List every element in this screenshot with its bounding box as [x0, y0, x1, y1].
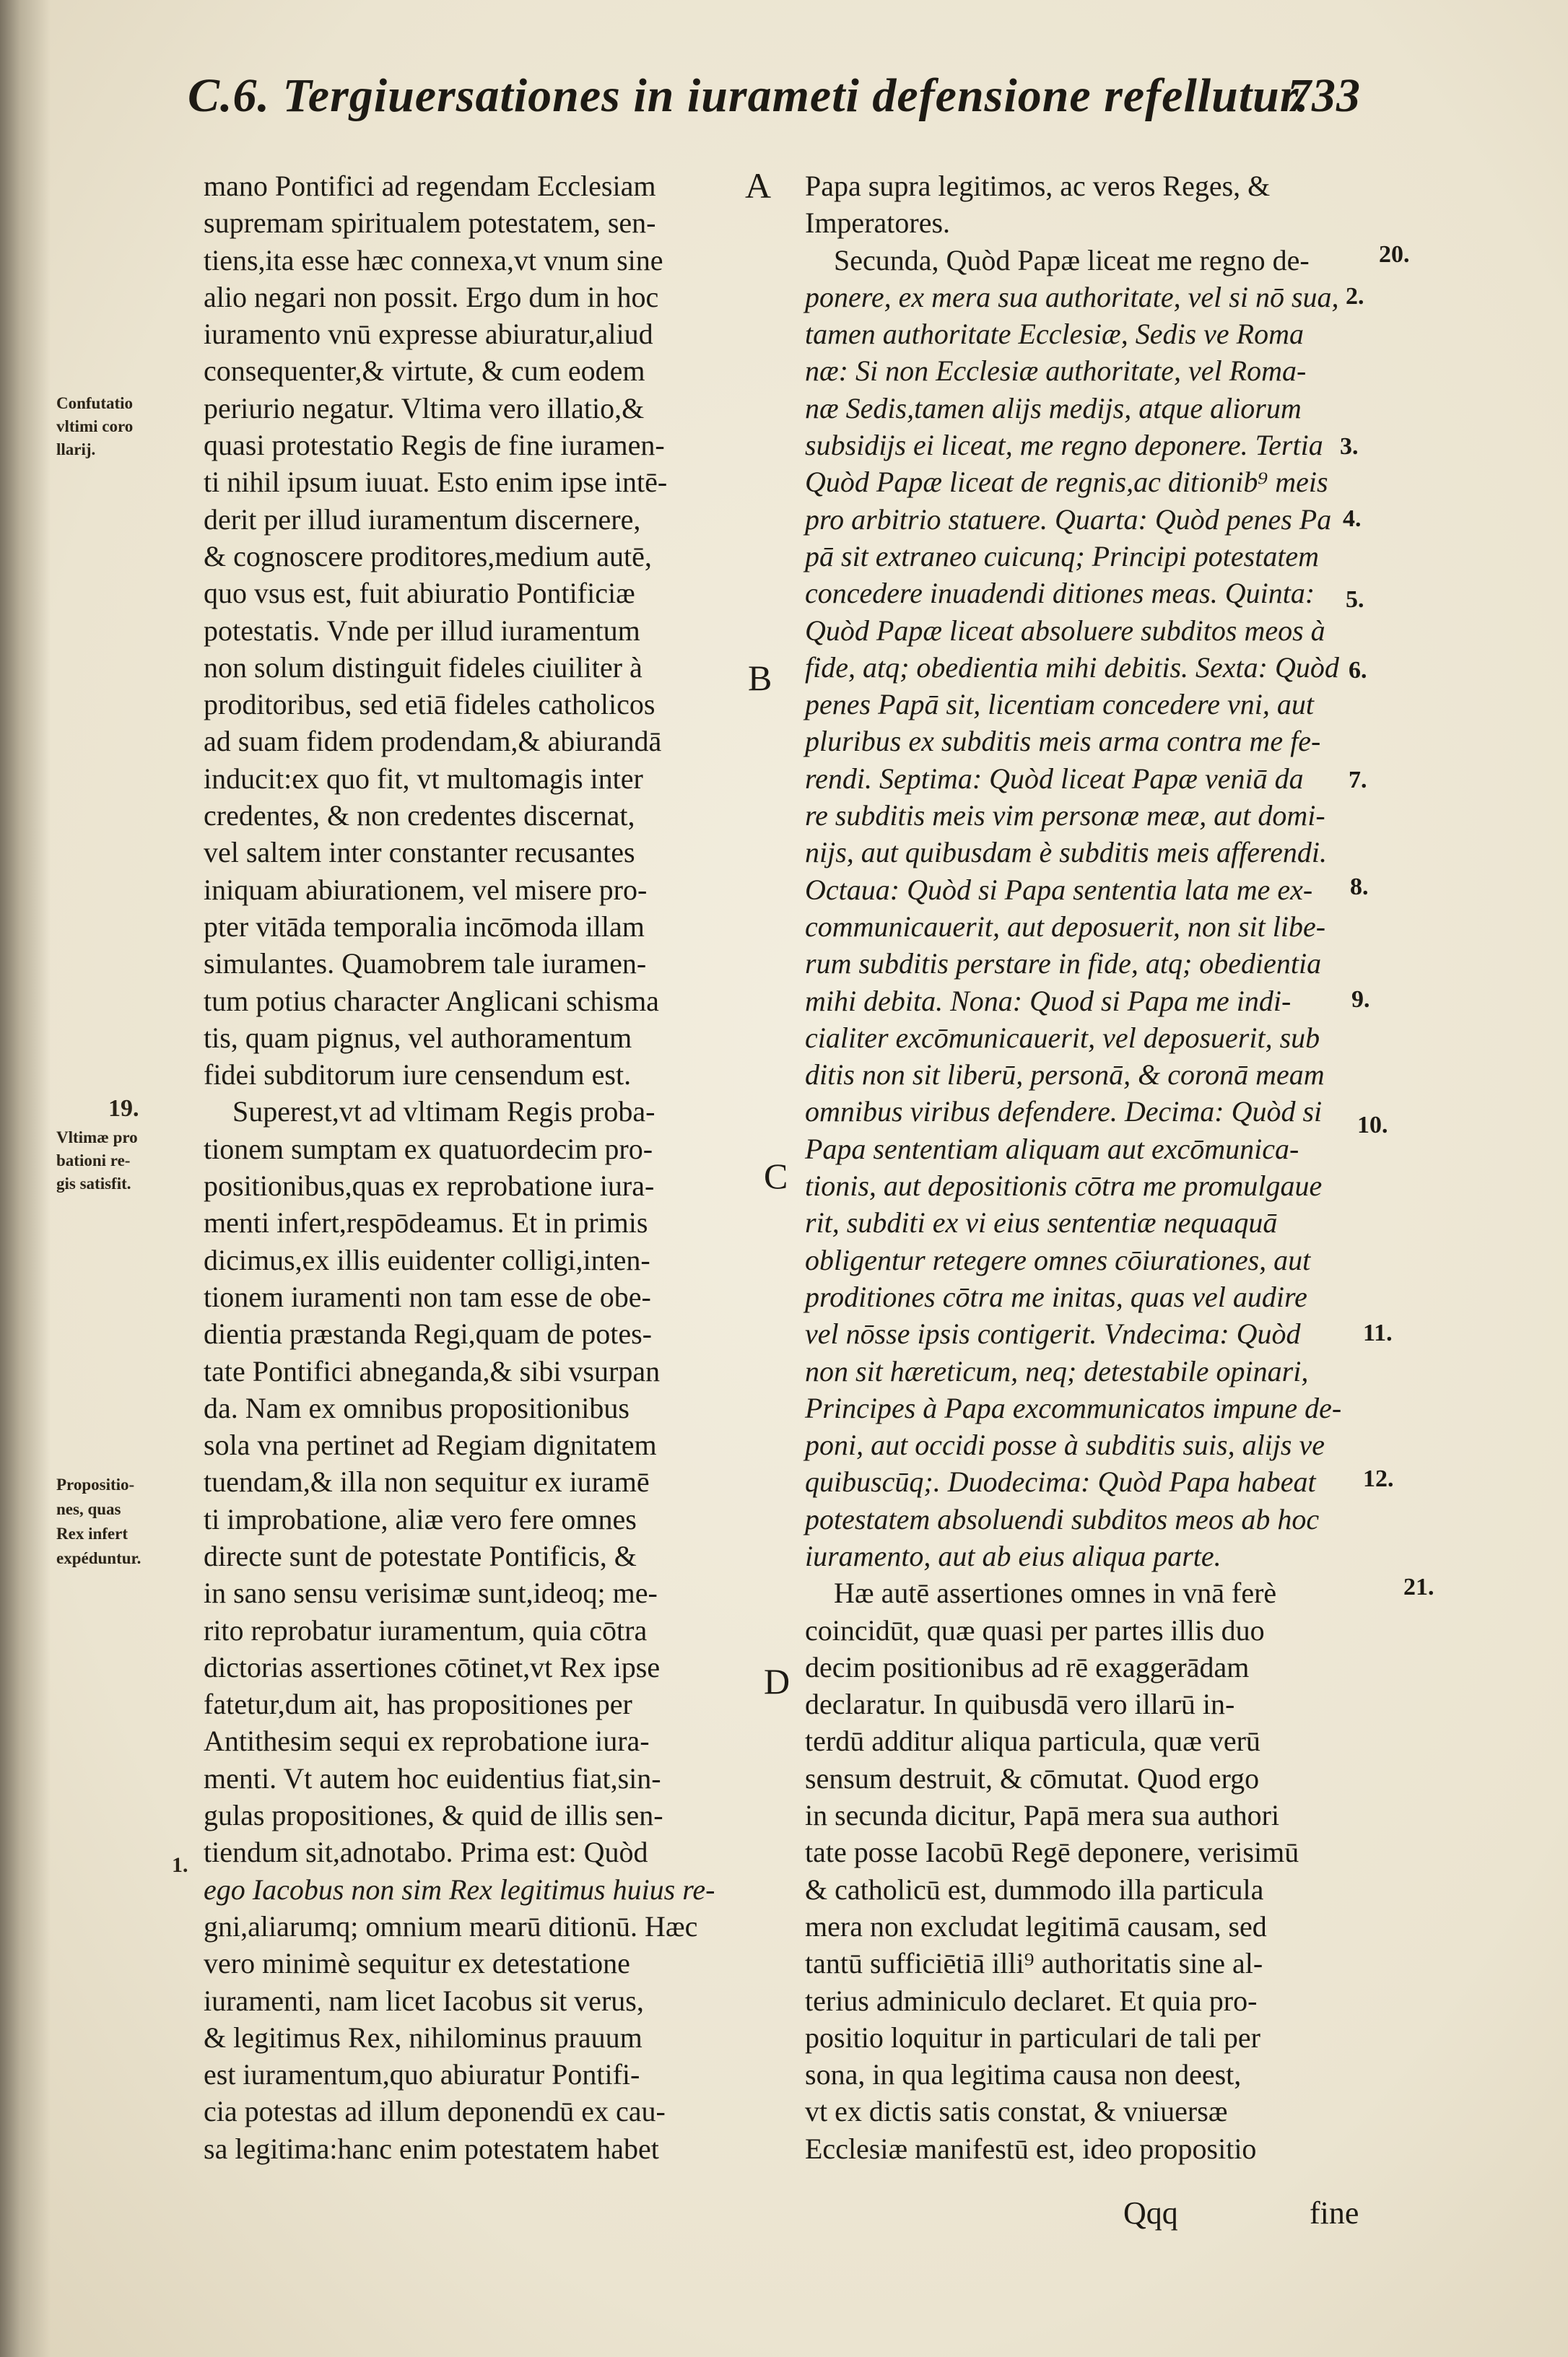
text-line: consequenter,& virtute, & cum eodem — [204, 354, 645, 388]
text-line: Imperatores. — [805, 206, 951, 240]
text-line: dictorias assertiones cōtinet,vt Rex ipse — [204, 1650, 661, 1683]
text-line: subsidijs ei liceat, me regno deponere. Tertia — [805, 429, 1323, 462]
text-line: Hæ autē assertiones omnes in vnā ferè — [834, 1577, 1277, 1610]
text-line: sola vna pertinet ad Regiam dignitatem — [204, 1429, 657, 1462]
text-line: Principes à Papa excommunicatos impune de- — [805, 1391, 1342, 1424]
right-text-column — [805, 167, 1354, 2167]
text-line: tis, quam pignus, vel authoramentum — [204, 1021, 632, 1054]
text-line: menti infert,respōdeamus. Et in primis — [204, 1206, 648, 1240]
text-line: da. Nam ex omnibus propositionibus — [204, 1391, 630, 1424]
text-line: non sit hæreticum, neq; detestabile opinari, — [805, 1354, 1309, 1387]
text-line: tiens,ita esse hæc connexa,vt vnum sine — [204, 243, 663, 276]
text-line: vel nōsse ipsis contigerit. Vndecima: Quòd — [805, 1317, 1301, 1351]
text-line: tuendam,& illa non sequitur ex iuramē — [204, 1465, 650, 1499]
text-line: iuramento vnū expresse abiuratur,aliud — [204, 318, 653, 351]
text-line: positio loquitur in particulari de tali per — [805, 2021, 1260, 2054]
section-letter-a: A — [745, 165, 772, 206]
section-letter-d: D — [764, 1661, 790, 1702]
text-line: poni, aut occidi posse à subditis suis, alijs ve — [805, 1429, 1325, 1462]
text-line: tionem iuramenti non tam esse de obe- — [204, 1280, 651, 1313]
text-line: concedere inuadendi ditiones meas. Quinta: — [805, 577, 1315, 610]
text-line: tum potius character Anglicani schisma — [204, 984, 659, 1017]
text-line: & catholicū est, dummodo illa particula — [805, 1873, 1264, 1906]
text-line: næ: Si non Ecclesiæ authoritate, vel Roma- — [805, 354, 1307, 388]
text-line: supremam spiritualem potestatem, sen- — [204, 206, 656, 240]
text-line: pā sit extraneo cuicunq; Principi potestatem — [805, 539, 1320, 572]
text-line: mera non excludat legitimā causam, sed — [805, 1909, 1267, 1943]
text-line: credentes, & non credentes discernat, — [204, 799, 635, 832]
text-line: cialiter excōmunicauerit, vel deposuerit, sub — [805, 1021, 1320, 1054]
text-line: Ecclesiæ manifestū est, ideo propositio — [805, 2132, 1257, 2165]
text-line: tamen authoritate Ecclesiæ, Sedis ve Roma — [805, 318, 1304, 351]
text-line: sensum destruit, & cōmutat. Quod ergo — [805, 1761, 1260, 1795]
text-line: mihi debita. Nona: Quod si Papa me indi- — [805, 984, 1292, 1017]
text-line: Quòd Papæ liceat absoluere subditos meos à — [805, 614, 1325, 647]
left-text-column — [204, 167, 752, 2167]
text-line: Papa sententiam aliquam aut excōmunica- — [805, 1132, 1299, 1165]
text-line: periurio negatur. Vltima vero illatio,& — [204, 391, 645, 424]
text-line: vero minimè sequitur ex detestatione — [204, 1947, 630, 1980]
text-line: potestatem absoluendi subditos meos ab hoc — [805, 1502, 1320, 1535]
right-number: 4. — [1343, 505, 1362, 532]
text-line: tiendum sit,adnotabo. Prima est: Quòd — [204, 1836, 648, 1869]
right-number: 5. — [1346, 586, 1364, 613]
text-line: proditoribus, sed etiā fideles catholicos — [204, 688, 655, 721]
right-number: 11. — [1363, 1320, 1393, 1346]
text-line: in sano sensu verisimæ sunt,ideoq; me- — [204, 1577, 658, 1610]
text-line: iniquam abiurationem, vel misere pro- — [204, 873, 648, 906]
text-line: sa legitima:hanc enim potestatem habet — [204, 2132, 659, 2165]
text-line: tionis, aut depositionis cōtra me promulgaue — [805, 1169, 1323, 1203]
text-line: tionem sumptam ex quatuordecim pro- — [204, 1132, 653, 1165]
text-line: sona, in qua legitima causa non deest, — [805, 2058, 1242, 2091]
text-line: pro arbitrio statuere. Quarta: Quòd penes Pa — [805, 502, 1332, 536]
text-line: fatetur,dum ait, has propositiones per — [204, 1688, 632, 1721]
text-line: næ Sedis,tamen alijs medijs, atque aliorum — [805, 391, 1302, 424]
text-line: in secunda dicitur, Papā mera sua authori — [805, 1799, 1280, 1832]
text-line: coincidūt, quæ quasi per partes illis duo — [805, 1613, 1265, 1647]
margin-item-1: 1. — [172, 1853, 188, 1877]
text-line: non solum distinguit fideles ciuiliter à — [204, 650, 643, 684]
text-line: dicimus,ex illis euidenter colligi,inten- — [204, 1243, 650, 1276]
right-number: 7. — [1349, 767, 1367, 793]
text-line: ti improbatione, aliæ vero fere omnes — [204, 1502, 637, 1535]
text-line: nijs, aut quibusdam è subditis meis afferendi. — [805, 836, 1327, 869]
text-line: ego Iacobus non sim Rex legitimus huius re- — [204, 1873, 715, 1906]
right-number: 3. — [1340, 433, 1359, 460]
signature-mark: Qqq — [1123, 2195, 1178, 2231]
text-line: & legitimus Rex, nihilominus prauum — [204, 2021, 643, 2054]
right-number: 6. — [1349, 657, 1367, 684]
text-line: decim positionibus ad rē exaggerādam — [805, 1650, 1250, 1683]
text-line: proditiones cōtra me initas, quas vel audire — [805, 1280, 1307, 1313]
text-line: vel saltem inter constanter recusantes — [204, 836, 635, 869]
text-line: re subditis meis vim personæ meæ, aut domi- — [805, 799, 1325, 832]
text-line: rito reprobatur iuramentum, quia cōtra — [204, 1613, 648, 1647]
right-number: 10. — [1357, 1112, 1388, 1138]
text-line: potestatis. Vnde per illud iuramentum — [204, 614, 640, 647]
text-line: rum subditis perstare in fide, atq; obedientia — [805, 947, 1322, 980]
text-line: ponere, ex mera sua authoritate, vel si nō sua, — [805, 280, 1339, 313]
page-number: 733 — [1287, 69, 1361, 122]
gutter-shadow — [0, 0, 51, 2357]
text-line: rit, subditi ex vi eius sententiæ nequaquā — [805, 1206, 1278, 1240]
margin-note-vltima: Vltimæ pro bationi re- gis satisfit. — [56, 1128, 138, 1193]
text-line: est iuramentum,quo abiuratur Pontifi- — [204, 2058, 640, 2091]
text-line: Superest,vt ad vltimam Regis proba- — [232, 1095, 655, 1128]
right-number: 9. — [1351, 986, 1370, 1013]
right-number: 2. — [1346, 283, 1364, 310]
text-line: iuramento, aut ab eius aliqua parte. — [805, 1539, 1221, 1572]
text-line: menti. Vt autem hoc euidentius fiat,sin- — [204, 1761, 661, 1795]
text-line: iuramenti, nam licet Iacobus sit verus, — [204, 1984, 644, 2017]
text-line: fide, atq; obedientia mihi debitis. Sexta: Quòd — [805, 650, 1339, 684]
text-line: ti nihil ipsum iuuat. Esto enim ipse intē- — [204, 466, 668, 499]
text-line: cia potestas ad illum deponendū ex cau- — [204, 2095, 666, 2128]
margin-section-number: 19. — [108, 1095, 139, 1122]
text-line: pluribus ex subditis meis arma contra me fe- — [805, 725, 1321, 758]
text-line: directe sunt de potestate Pontificis, & — [204, 1539, 637, 1572]
text-line: tate Pontifici abneganda,& sibi vsurpan — [204, 1354, 661, 1387]
text-line: tate posse Iacobū Regē deponere, verisimū — [805, 1836, 1299, 1869]
header-title: C.6. Tergiuersationes in iurameti defensione refellutur. — [188, 69, 1310, 122]
catchword: fine — [1310, 2195, 1359, 2231]
text-line: communicauerit, aut deposuerit, non sit libe- — [805, 910, 1326, 943]
text-line: inducit:ex quo fit, vt multomagis inter — [204, 762, 643, 795]
text-line: simulantes. Quamobrem tale iuramen- — [204, 947, 647, 980]
text-line: Octaua: Quòd si Papa sententia lata me ex- — [805, 873, 1313, 906]
text-line: positionibus,quas ex reprobatione iura- — [204, 1169, 655, 1203]
right-number: 12. — [1363, 1465, 1394, 1492]
section-letter-c: C — [764, 1156, 788, 1196]
section-letter-b: B — [748, 658, 772, 698]
text-line: Secunda, Quòd Papæ liceat me regno de- — [834, 243, 1310, 276]
text-line: rendi. Septima: Quòd liceat Papæ veniā da — [805, 762, 1304, 795]
text-line: Papa supra legitimos, ac veros Reges, & — [805, 170, 1271, 202]
text-line: omnibus viribus defendere. Decima: Quòd si — [805, 1095, 1323, 1128]
text-line: penes Papā sit, licentiam concedere vni, aut — [805, 688, 1314, 721]
text-line: Quòd Papæ liceat de regnis,ac ditionib⁹ meis — [805, 466, 1328, 499]
text-line: terius adminiculo declaret. Et quia pro- — [805, 1984, 1258, 2017]
text-line: alio negari non possit. Ergo dum in hoc — [204, 280, 659, 313]
text-line: quo vsus est, fuit abiuratio Pontificiæ — [204, 577, 635, 610]
margin-note-propositiones: Propositio- nes, quas Rex infert expéduntur. — [56, 1476, 141, 1567]
text-line: vt ex dictis satis constat, & vniuersæ — [805, 2095, 1228, 2128]
text-line: gni,aliarumq; omnium mearū ditionū. Hæc — [204, 1909, 698, 1943]
text-line: ad suam fidem prodendam,& abiurandā — [204, 725, 662, 758]
text-line: quasi protestatio Regis de fine iuramen- — [204, 429, 665, 462]
text-line: Antithesim sequi ex reprobatione iura- — [204, 1725, 650, 1758]
text-line: fidei subditorum iure censendum est. — [204, 1058, 632, 1092]
text-line: quibuscūq;. Duodecima: Quòd Papa habeat — [805, 1465, 1316, 1499]
text-line: pter vitāda temporalia incōmoda illam — [204, 910, 645, 943]
text-line: derit per illud iuramentum discernere, — [204, 502, 641, 536]
right-number: 8. — [1350, 873, 1369, 900]
text-line: mano Pontifici ad regendam Ecclesiam — [204, 170, 656, 202]
text-line: dientia præstanda Regi,quam de potes- — [204, 1317, 652, 1351]
text-line: obligentur retegere omnes cōiurationes, aut — [805, 1243, 1311, 1276]
margin-note-confutatio: Confutatio vltimi coro llarij. — [56, 394, 134, 458]
text-line: gulas propositiones, & quid de illis sen- — [204, 1799, 663, 1832]
text-line: tantū sufficiētiā illi⁹ authoritatis sine al- — [805, 1947, 1263, 1980]
text-line: ditis non sit liberū, personā, & coronā meam — [805, 1058, 1325, 1092]
right-number: 20. — [1379, 241, 1410, 268]
text-line: declaratur. In quibusdā vero illarū in- — [805, 1688, 1235, 1721]
text-line: terdū additur aliqua particula, quæ verū — [805, 1725, 1260, 1758]
running-header — [188, 69, 1361, 123]
text-line: & cognoscere proditores,medium autē, — [204, 539, 652, 572]
right-number: 21. — [1403, 1574, 1434, 1600]
